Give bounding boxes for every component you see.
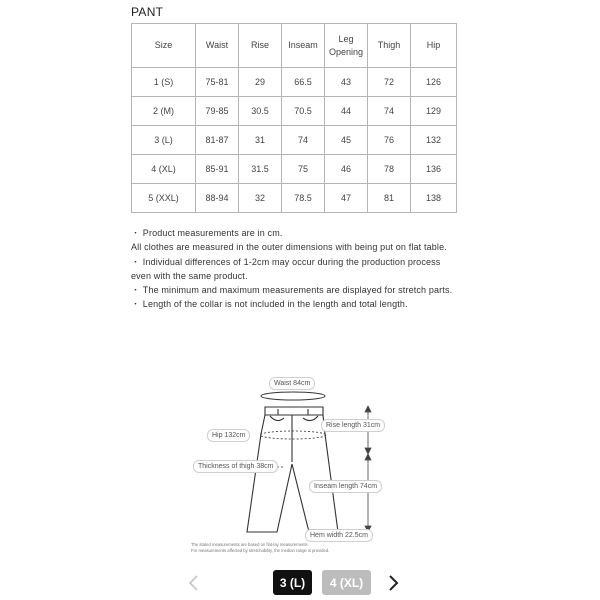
table-cell: 70.5 bbox=[282, 97, 325, 126]
fine-print: The stated measurements are based on flat-lay measurements. bbox=[191, 542, 309, 547]
table-cell: 74 bbox=[282, 126, 325, 155]
table-cell: 85-91 bbox=[196, 155, 239, 184]
table-cell: 44 bbox=[325, 97, 368, 126]
table-cell: 46 bbox=[325, 155, 368, 184]
header-rise: Rise bbox=[239, 24, 282, 68]
header-leg-opening: Leg Opening bbox=[325, 24, 368, 68]
inseam-label: Inseam length 74cm bbox=[309, 480, 382, 493]
waist-label: Waist 84cm bbox=[269, 377, 315, 390]
table-cell: 129 bbox=[411, 97, 457, 126]
note-line: All clothes are measured in the outer dimensions with being put on flat table. bbox=[131, 242, 447, 253]
table-cell: 66.5 bbox=[282, 68, 325, 97]
table-cell: 5 (XXL) bbox=[132, 184, 196, 213]
table-cell: 78 bbox=[368, 155, 411, 184]
note-line: ・ Length of the collar is not included in the length and total length. bbox=[131, 299, 408, 310]
table-row bbox=[132, 97, 457, 126]
table-cell: 75-81 bbox=[196, 68, 239, 97]
table-cell: 138 bbox=[411, 184, 457, 213]
table-cell: 1 (S) bbox=[132, 68, 196, 97]
hip-label: Hip 132cm bbox=[207, 429, 250, 442]
prev-arrow-icon[interactable] bbox=[187, 575, 201, 591]
header-inseam: Inseam bbox=[282, 24, 325, 68]
thigh-label: Thickness of thigh 38cm bbox=[193, 460, 278, 473]
table-cell: 31.5 bbox=[239, 155, 282, 184]
size-table bbox=[131, 23, 457, 213]
table-cell: 76 bbox=[368, 126, 411, 155]
current-size-button[interactable]: 3 (L) bbox=[273, 570, 312, 595]
notes bbox=[131, 226, 461, 312]
table-row bbox=[132, 126, 457, 155]
table-cell: 136 bbox=[411, 155, 457, 184]
table-cell: 72 bbox=[368, 68, 411, 97]
note-line: ・ Product measurements are in cm. bbox=[131, 228, 283, 238]
table-cell: 32 bbox=[239, 184, 282, 213]
table-cell: 74 bbox=[368, 97, 411, 126]
pants-measurement-diagram bbox=[185, 372, 420, 562]
header-waist: Waist bbox=[196, 24, 239, 68]
table-cell: 81 bbox=[368, 184, 411, 213]
header-size: Size bbox=[132, 24, 196, 68]
table-cell: 45 bbox=[325, 126, 368, 155]
table-cell: 75 bbox=[282, 155, 325, 184]
table-cell: 31 bbox=[239, 126, 282, 155]
table-row bbox=[132, 184, 457, 213]
table-cell: 78.5 bbox=[282, 184, 325, 213]
table-cell: 81-87 bbox=[196, 126, 239, 155]
table-cell: 29 bbox=[239, 68, 282, 97]
table-cell: 88-94 bbox=[196, 184, 239, 213]
table-row bbox=[132, 155, 457, 184]
table-cell: 126 bbox=[411, 68, 457, 97]
table-header-row bbox=[132, 24, 457, 68]
header-thigh: Thigh bbox=[368, 24, 411, 68]
table-cell: 79-85 bbox=[196, 97, 239, 126]
table-cell: 47 bbox=[325, 184, 368, 213]
table-cell: 132 bbox=[411, 126, 457, 155]
table-cell: 2 (M) bbox=[132, 97, 196, 126]
table-row bbox=[132, 68, 457, 97]
next-size-button[interactable]: 4 (XL) bbox=[322, 570, 371, 595]
section-title: PANT bbox=[131, 5, 164, 19]
rise-label: Rise length 31cm bbox=[321, 419, 385, 432]
note-line: ・ Individual differences of 1-2cm may occur during the production process even with the same product. bbox=[131, 256, 441, 281]
hem-label: Hem width 22.5cm bbox=[305, 529, 373, 542]
next-arrow-icon[interactable] bbox=[386, 575, 400, 591]
table-cell: 3 (L) bbox=[132, 126, 196, 155]
table-cell: 4 (XL) bbox=[132, 155, 196, 184]
note-line: ・ The minimum and maximum measurements are displayed for stretch parts. bbox=[131, 285, 453, 296]
table-cell: 30.5 bbox=[239, 97, 282, 126]
header-hip: Hip bbox=[411, 24, 457, 68]
table-cell: 43 bbox=[325, 68, 368, 97]
fine-print: For measurements affected by stretchability, the median range is provided. bbox=[191, 548, 330, 553]
